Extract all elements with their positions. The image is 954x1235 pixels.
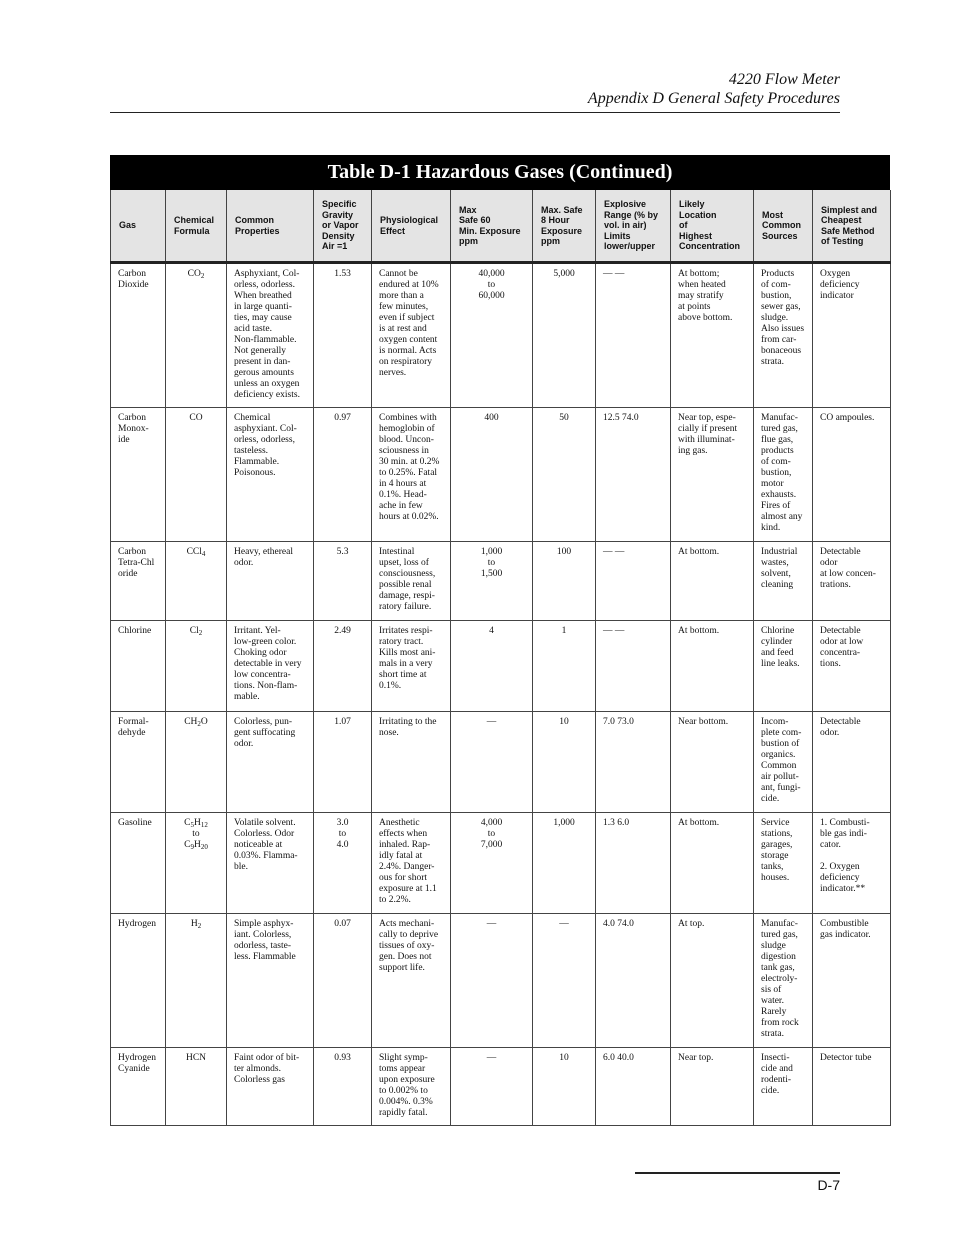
cell-properties: Heavy, ethereal odor. bbox=[227, 542, 314, 621]
cell-explosive: — — bbox=[596, 621, 671, 712]
formula-text: CO bbox=[189, 413, 203, 423]
formula-subscript: 5 bbox=[190, 821, 194, 829]
column-header: Common Properties bbox=[227, 190, 314, 263]
cell-formula bbox=[166, 621, 227, 712]
column-header: Simplest and Cheapest Safe Method of Testing bbox=[813, 190, 891, 263]
table-row bbox=[111, 263, 891, 408]
cell-properties: Colorless, pun- gent suffocating odor. bbox=[227, 712, 314, 813]
formula-text: to bbox=[192, 829, 200, 839]
table-row bbox=[111, 813, 891, 914]
cell-explosive: 7.0 73.0 bbox=[596, 712, 671, 813]
cell-max8: 1,000 bbox=[533, 813, 596, 914]
cell-properties: Volatile solvent. Colorless. Odor noticeable at 0.03%. Flamma- ble. bbox=[227, 813, 314, 914]
formula-subscript: 2 bbox=[197, 922, 202, 930]
cell-max8: 1 bbox=[533, 621, 596, 712]
cell-location: At bottom. bbox=[671, 542, 754, 621]
column-header: Likely Location of Highest Concentration bbox=[671, 190, 754, 263]
cell-effect: Irritating to the nose. bbox=[372, 712, 451, 813]
cell-max60: 1,000 to 1,500 bbox=[451, 542, 533, 621]
table-row bbox=[111, 914, 891, 1048]
column-header: Explosive Range (% by vol. in air) Limits lower/upper bbox=[596, 190, 671, 263]
table-row bbox=[111, 621, 891, 712]
cell-max60: — bbox=[451, 1048, 533, 1126]
formula-text: CH bbox=[184, 717, 198, 727]
cell-max60: 4 bbox=[451, 621, 533, 712]
column-header: Specific Gravity or Vapor Density Air =1 bbox=[314, 190, 372, 263]
cell-effect: Acts mechani- cally to deprive tissues of oxy- gen. Does not support life. bbox=[372, 914, 451, 1048]
cell-gravity: 3.0 to 4.0 bbox=[314, 813, 372, 914]
cell-formula bbox=[166, 712, 227, 813]
cell-formula bbox=[166, 408, 227, 542]
column-header: Max Safe 60 Min. Exposure ppm bbox=[451, 190, 533, 263]
page-number: D-7 bbox=[817, 1177, 840, 1193]
formula-text: CO bbox=[187, 269, 201, 279]
cell-max8: 5,000 bbox=[533, 263, 596, 408]
cell-testing: Detectable odor. bbox=[813, 712, 891, 813]
cell-formula bbox=[166, 263, 227, 408]
formula-text: C bbox=[184, 840, 191, 850]
cell-gas: Hydrogen bbox=[111, 914, 166, 1048]
cell-max8: 10 bbox=[533, 1048, 596, 1126]
cell-formula bbox=[166, 813, 227, 914]
cell-properties: Chemical asphyxiant. Col- orless, odorless, tasteless. Flammable. Poisonous. bbox=[227, 408, 314, 542]
cell-gravity: 0.93 bbox=[314, 1048, 372, 1126]
cell-location: At bottom. bbox=[671, 621, 754, 712]
cell-testing: Combustible gas indicator. bbox=[813, 914, 891, 1048]
cell-max8: 10 bbox=[533, 712, 596, 813]
header-title: 4220 Flow Meter bbox=[728, 71, 840, 88]
column-header: Chemical Formula bbox=[166, 190, 227, 263]
cell-formula bbox=[166, 542, 227, 621]
column-header: Max. Safe 8 Hour Exposure ppm bbox=[533, 190, 596, 263]
cell-gas: Hydrogen Cyanide bbox=[111, 1048, 166, 1126]
running-header bbox=[588, 70, 840, 108]
cell-max60: — bbox=[451, 914, 533, 1048]
cell-explosive: 4.0 74.0 bbox=[596, 914, 671, 1048]
cell-formula bbox=[166, 914, 227, 1048]
formula-text: Cl bbox=[189, 626, 199, 636]
table-title: Table D-1 Hazardous Gases (Continued) bbox=[110, 155, 890, 190]
cell-gravity: 0.97 bbox=[314, 408, 372, 542]
cell-testing: Oxygen deficiency indicator bbox=[813, 263, 891, 408]
cell-location: Near bottom. bbox=[671, 712, 754, 813]
hazardous-gases-table-container bbox=[110, 155, 890, 1126]
cell-gravity: 1.07 bbox=[314, 712, 372, 813]
table-row bbox=[111, 712, 891, 813]
cell-explosive: — — bbox=[596, 542, 671, 621]
formula-text: CCl bbox=[186, 547, 202, 557]
formula-subscript: 2 bbox=[197, 720, 201, 728]
formula-text: H bbox=[193, 840, 201, 850]
table-row bbox=[111, 1048, 891, 1126]
cell-explosive: 12.5 74.0 bbox=[596, 408, 671, 542]
cell-sources: Industrial wastes, solvent, cleaning bbox=[754, 542, 813, 621]
table-body bbox=[111, 263, 891, 1126]
cell-gravity: 5.3 bbox=[314, 542, 372, 621]
formula-subscript: 9 bbox=[190, 843, 194, 851]
cell-explosive: 1.3 6.0 bbox=[596, 813, 671, 914]
cell-effect: Irritates respi- ratory tract. Kills most ani- mals in a very short time at 0.1%. bbox=[372, 621, 451, 712]
cell-properties: Faint odor of bit- ter almonds. Colorless gas bbox=[227, 1048, 314, 1126]
cell-max8: 100 bbox=[533, 542, 596, 621]
cell-sources: Insecti- cide and rodenti- cide. bbox=[754, 1048, 813, 1126]
cell-gas: Chlorine bbox=[111, 621, 166, 712]
cell-max60: — bbox=[451, 712, 533, 813]
cell-gravity: 1.53 bbox=[314, 263, 372, 408]
cell-location: Near top. bbox=[671, 1048, 754, 1126]
formula-text: O bbox=[200, 717, 208, 727]
cell-properties: Irritant. Yel- low-green color. Choking odor detectable in very low concentra- tions. Non-flam- mable. bbox=[227, 621, 314, 712]
cell-properties: Simple asphyx- iant. Colorless, odorless, taste- less. Flammable bbox=[227, 914, 314, 1048]
cell-effect: Combines with hemoglobin of blood. Uncon- sciousness in 30 min. at 0.2% to 0.25%. Fatal in 4 hours at 0.1%. Head- ache in few hours at 0.02%. bbox=[372, 408, 451, 542]
cell-location: At top. bbox=[671, 914, 754, 1048]
formula-text: H bbox=[193, 818, 201, 828]
cell-explosive: — — bbox=[596, 263, 671, 408]
cell-max8: 50 bbox=[533, 408, 596, 542]
column-header: Most Common Sources bbox=[754, 190, 813, 263]
cell-sources: Chlorine cylinder and feed line leaks. bbox=[754, 621, 813, 712]
cell-gas: Formal- dehyde bbox=[111, 712, 166, 813]
formula-text: C bbox=[184, 818, 191, 828]
cell-sources: Incom- plete com- bustion of organics. Common air pollut- ant, fungi- cide. bbox=[754, 712, 813, 813]
formula-text: HCN bbox=[185, 1053, 207, 1063]
cell-testing: CO ampoules. bbox=[813, 408, 891, 542]
table-row bbox=[111, 542, 891, 621]
cell-effect: Anesthetic effects when inhaled. Rap- idly fatal at 2.4%. Danger- ous for short exposure at 1.1 to 2.2%. bbox=[372, 813, 451, 914]
cell-testing: Detectable odor at low concen- trations. bbox=[813, 542, 891, 621]
column-header: Physiological Effect bbox=[372, 190, 451, 263]
cell-gravity: 2.49 bbox=[314, 621, 372, 712]
formula-subscript: 12 bbox=[200, 821, 208, 829]
cell-explosive: 6.0 40.0 bbox=[596, 1048, 671, 1126]
table-row bbox=[111, 408, 891, 542]
header-divider bbox=[110, 112, 840, 113]
cell-location: Near top, espe- cially if present with illuminat- ing gas. bbox=[671, 408, 754, 542]
footer-divider bbox=[635, 1172, 840, 1174]
cell-testing: Detectable odor at low concentra- tions. bbox=[813, 621, 891, 712]
cell-properties: Asphyxiant, Col- orless, odorless. When breathed in large quanti- ties, may cause acid taste. Non-flammable. Not generally present in dan- gerous amounts unless an oxygen deficiency exists. bbox=[227, 263, 314, 408]
cell-effect: Slight symp- toms appear upon exposure to 0.002% to 0.004%. 0.3% rapidly fatal. bbox=[372, 1048, 451, 1126]
cell-max60: 4,000 to 7,000 bbox=[451, 813, 533, 914]
cell-gravity: 0.07 bbox=[314, 914, 372, 1048]
cell-testing: 1. Combusti- ble gas indi- cator. 2. Oxygen deficiency indicator.** bbox=[813, 813, 891, 914]
cell-gas: Carbon Dioxide bbox=[111, 263, 166, 408]
cell-location: At bottom; when heated may stratify at points above bottom. bbox=[671, 263, 754, 408]
cell-sources: Products of com- bustion, sewer gas, sludge. Also issues from car- bonaceous strata. bbox=[754, 263, 813, 408]
cell-effect: Cannot be endured at 10% more than a few minutes, even if subject is at rest and oxygen content is normal. Acts on respiratory nerves. bbox=[372, 263, 451, 408]
header-subtitle: Appendix D General Safety Procedures bbox=[587, 90, 840, 107]
cell-gas: Carbon Tetra-Chl oride bbox=[111, 542, 166, 621]
cell-formula bbox=[166, 1048, 227, 1126]
cell-max60: 40,000 to 60,000 bbox=[451, 263, 533, 408]
cell-location: At bottom. bbox=[671, 813, 754, 914]
formula-subscript: 2 bbox=[200, 272, 205, 280]
cell-testing: Detector tube bbox=[813, 1048, 891, 1126]
cell-max60: 400 bbox=[451, 408, 533, 542]
cell-effect: Intestinal upset, loss of consciousness, possible renal damage, respi- ratory failure. bbox=[372, 542, 451, 621]
cell-gas: Gasoline bbox=[111, 813, 166, 914]
cell-sources: Service stations, garages, storage tanks, houses. bbox=[754, 813, 813, 914]
formula-text: H bbox=[190, 919, 198, 929]
formula-subscript: 20 bbox=[200, 843, 208, 851]
formula-subscript: 4 bbox=[201, 550, 206, 558]
table-header-row bbox=[111, 190, 891, 263]
cell-max8: — bbox=[533, 914, 596, 1048]
cell-sources: Manufac- tured gas, sludge digestion tank gas, electroly- sis of water. Rarely from rock strata. bbox=[754, 914, 813, 1048]
hazardous-gases-table bbox=[110, 190, 891, 1126]
cell-gas: Carbon Monox- ide bbox=[111, 408, 166, 542]
formula-subscript: 2 bbox=[198, 629, 203, 637]
cell-sources: Manufac- tured gas, flue gas, products of com- bustion, motor exhausts. Fires of almost any kind. bbox=[754, 408, 813, 542]
column-header: Gas bbox=[111, 190, 166, 263]
